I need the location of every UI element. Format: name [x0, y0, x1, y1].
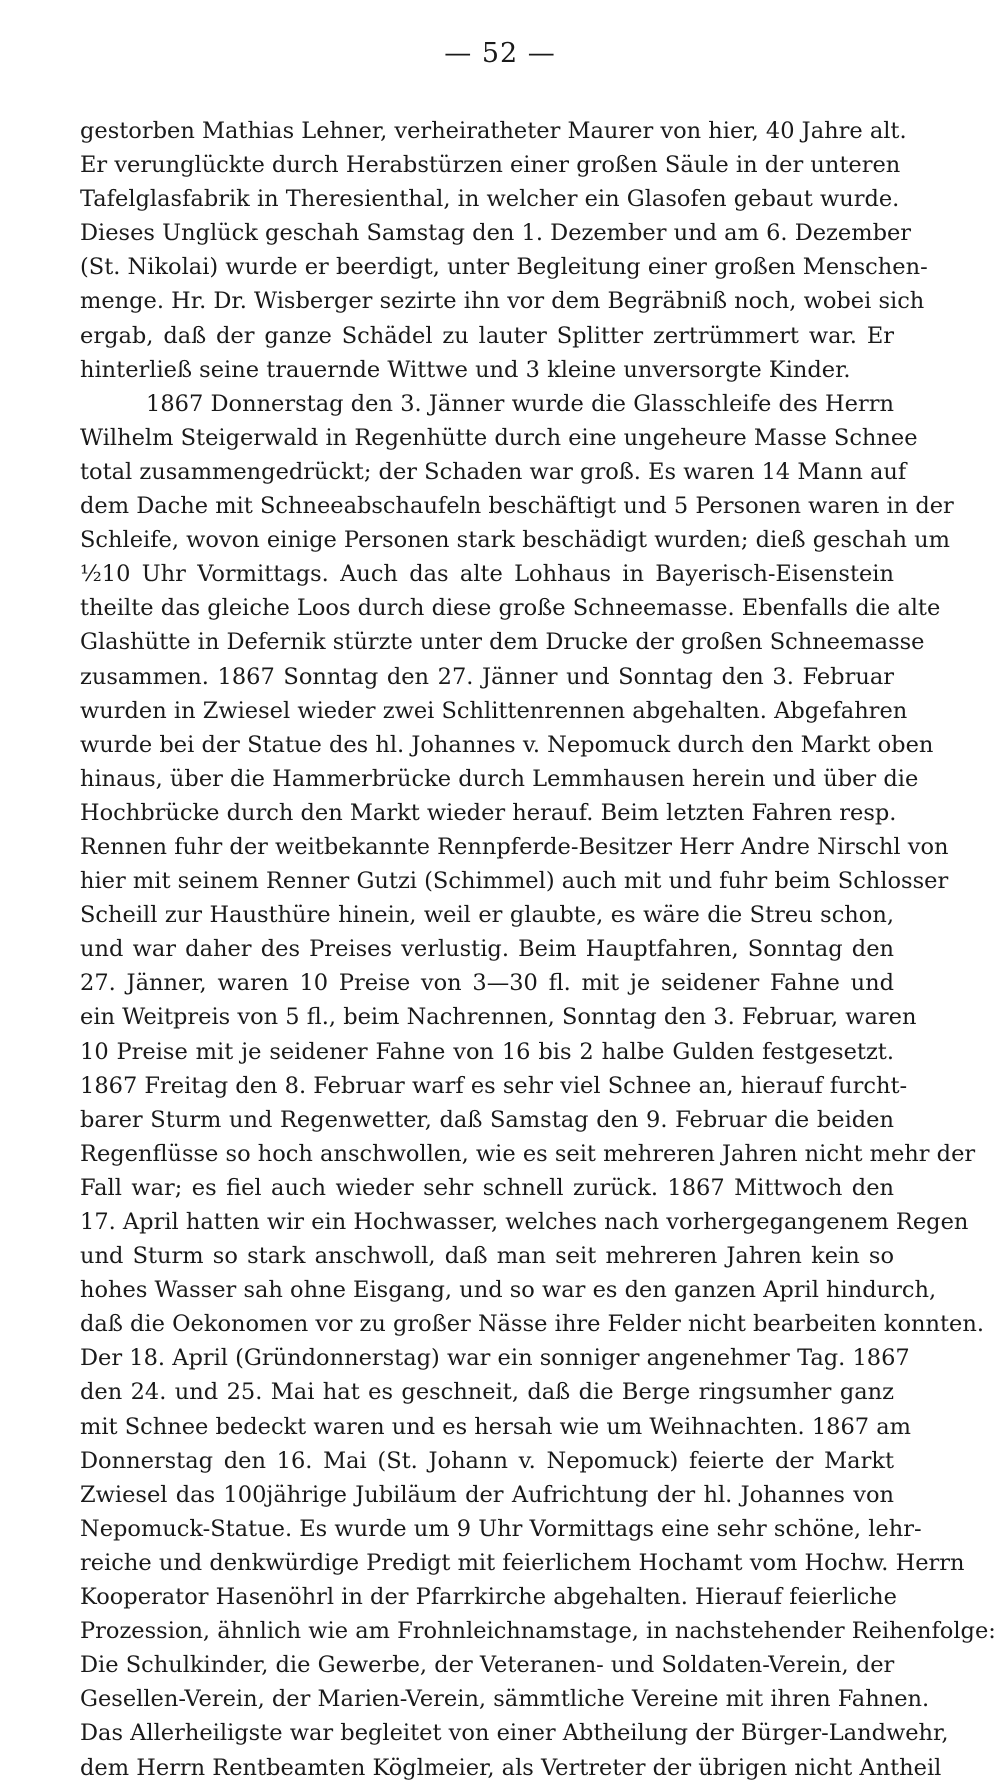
- text-line: ein Weitpreis von 5 fl., beim Nachrennen, Sonntag den 3. Februar, waren: [80, 1004, 917, 1031]
- text-line: Nepomuck-Statue. Es wurde um 9 Uhr Vormittags eine sehr schöne, lehr-: [80, 1515, 922, 1542]
- text-line: ergab, daß der ganze Schädel zu lauter Splitter zertrümmert war. Er: [80, 322, 894, 349]
- text-line: Zwiesel das 100jährige Jubiläum der Aufrichtung der hl. Johannes von: [80, 1481, 894, 1508]
- text-line: und war daher des Preises verlustig. Beim Hauptfahren, Sonntag den: [80, 936, 894, 963]
- text-line: 17. April hatten wir ein Hochwasser, welches nach vorhergegangenem Regen: [80, 1209, 969, 1235]
- text-line: Dieses Unglück geschah Samstag den 1. Dezember und am 6. Dezember: [80, 220, 912, 247]
- text-line: Glashütte in Defernik stürzte unter dem Drucke der großen Schneemasse: [80, 629, 925, 656]
- text-line: hier mit seinem Renner Gutzi (Schimmel) auch mit und fuhr beim Schlosser: [80, 868, 949, 895]
- text-line: den 24. und 25. Mai hat es geschneit, daß die Berge ringsumher ganz: [80, 1379, 894, 1406]
- text-line: menge. Hr. Dr. Wisberger sezirte ihn vor dem Begräbniß noch, wobei sich: [80, 288, 925, 315]
- text-line: hinaus, über die Hammerbrücke durch Lemmhausen herein und über die: [80, 765, 919, 792]
- text-line: Rennen fuhr der weitbekannte Rennpferde-Besitzer Herr Andre Nirschl von: [80, 833, 949, 860]
- body-text: [80, 114, 996, 1785]
- text-line: und Sturm so stark anschwoll, daß man seit mehreren Jahren kein so: [80, 1243, 894, 1270]
- text-line: wurden in Zwiesel wieder zwei Schlittenrennen abgehalten. Abgefahren: [80, 697, 908, 724]
- text-line: Schleife, wovon einige Personen stark beschädigt wurden; dieß geschah um: [80, 527, 950, 554]
- text-line: gestorben Mathias Lehner, verheiratheter Maurer von hier, 40 Jahre alt.: [80, 118, 907, 144]
- text-line: Fall war; es fiel auch wieder sehr schnell zurück. 1867 Mittwoch den: [80, 1174, 894, 1201]
- text-line: dem Dache mit Schneeabschaufeln beschäftigt und 5 Personen waren in der: [80, 493, 954, 520]
- text-line: Der 18. April (Gründonnerstag) war ein sonniger angenehmer Tag. 1867: [80, 1345, 910, 1372]
- text-line: barer Sturm und Regenwetter, daß Samstag den 9. Februar die beiden: [80, 1106, 894, 1133]
- text-line: Donnerstag den 16. Mai (St. Johann v. Nepomuck) feierte der Markt: [80, 1447, 894, 1474]
- text-line: Scheill zur Hausthüre hinein, weil er glaubte, es wäre die Streu schon,: [80, 902, 894, 929]
- text-line: (St. Nikolai) wurde er beerdigt, unter Begleitung einer großen Menschen-: [80, 254, 928, 281]
- text-line: mit Schnee bedeckt waren und es hersah wie um Weihnachten. 1867 am: [80, 1413, 911, 1440]
- text-line: 10 Preise mit je seidener Fahne von 16 bis 2 halbe Gulden festgesetzt.: [80, 1038, 894, 1065]
- text-line: reiche und denkwürdige Predigt mit feierlichem Hochamt vom Hochw. Herrn: [80, 1549, 965, 1576]
- text-line: 1867 Donnerstag den 3. Jänner wurde die Glasschleife des Herrn: [146, 390, 894, 417]
- text-line: total zusammengedrückt; der Schaden war groß. Es waren 14 Mann auf: [80, 458, 907, 485]
- text-line: 1867 Freitag den 8. Februar warf es sehr viel Schnee an, hierauf furcht-: [80, 1072, 908, 1099]
- text-line: Prozession, ähnlich wie am Frohnleichnamstage, in nachstehender Reihenfolge:: [80, 1618, 996, 1645]
- text-line: Das Allerheiligste war begleitet von einer Abtheilung der Bürger-Landwehr,: [80, 1720, 949, 1747]
- text-line: Kooperator Hasenöhrl in der Pfarrkirche abgehalten. Hierauf feierliche: [80, 1584, 897, 1611]
- text-line: Die Schulkinder, die Gewerbe, der Veteranen- und Soldaten-Verein, der: [80, 1652, 895, 1679]
- text-line: 27. Jänner, waren 10 Preise von 3—30 fl. mit je seidener Fahne und: [80, 970, 894, 997]
- text-line: wurde bei der Statue des hl. Johannes v. Nepomuck durch den Markt oben: [80, 731, 934, 758]
- text-line: Tafelglasfabrik in Theresienthal, in welcher ein Glasofen gebaut wurde.: [80, 186, 900, 213]
- text-line: Wilhelm Steigerwald in Regenhütte durch eine ungeheure Masse Schnee: [80, 424, 918, 451]
- page-number: — 52 —: [444, 38, 556, 69]
- text-line: Gesellen-Verein, der Marien-Verein, sämmtliche Vereine mit ihren Fahnen.: [80, 1686, 930, 1713]
- text-line: ½10 Uhr Vormittags. Auch das alte Lohhaus in Bayerisch-Eisenstein: [80, 561, 894, 588]
- text-line: zusammen. 1867 Sonntag den 27. Jänner und Sonntag den 3. Februar: [80, 663, 894, 690]
- text-line: Regenflüsse so hoch anschwollen, wie es seit mehreren Jahren nicht mehr der: [80, 1140, 976, 1167]
- text-line: Er verunglückte durch Herabstürzen einer großen Säule in der unteren: [80, 152, 901, 179]
- text-line: daß die Oekonomen vor zu großer Nässe ihre Felder nicht bearbeiten konnten.: [80, 1311, 984, 1338]
- text-line: hinterließ seine trauernde Wittwe und 3 kleine unversorgte Kinder.: [80, 356, 851, 383]
- text-line: dem Herrn Rentbeamten Köglmeier, als Vertreter der übrigen nicht Antheil: [80, 1754, 942, 1781]
- text-line: hohes Wasser sah ohne Eisgang, und so war es den ganzen April hindurch,: [80, 1277, 937, 1304]
- text-line: Hochbrücke durch den Markt wieder herauf. Beim letzten Fahren resp.: [80, 799, 897, 826]
- text-line: theilte das gleiche Loos durch diese große Schneemasse. Ebenfalls die alte: [80, 595, 941, 622]
